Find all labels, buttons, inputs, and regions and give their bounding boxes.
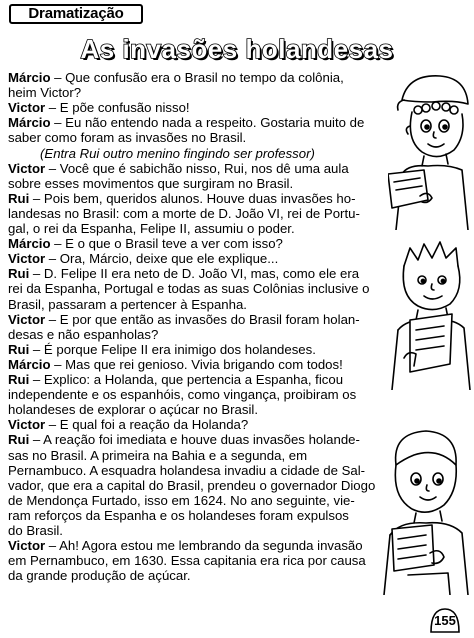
dialogue-line	[8, 176, 293, 191]
dialogue-line	[8, 266, 359, 281]
dialogue-line	[8, 206, 360, 221]
dialogue-line	[8, 342, 316, 357]
dialogue-line	[8, 478, 375, 493]
page-number-badge	[429, 605, 461, 633]
page-number: 155	[434, 613, 456, 628]
stage-direction: (Entra Rui outro menino fingindo ser professor)	[40, 145, 315, 161]
dialogue-text: – E por que então as invasões do Brasil foram holan-	[45, 311, 360, 327]
dialogue-text: – Ora, Márcio, deixe que ele explique...	[45, 251, 279, 267]
dialogue-text: – É porque Felipe II era inimigo dos holandeses.	[29, 341, 316, 357]
dialogue-text: – Eu não entendo nada a respeito. Gostaria muito de	[50, 115, 365, 131]
speaker-name: Rui	[8, 341, 30, 357]
dialogue-line	[8, 236, 283, 251]
dialogue-text: do Brasil.	[8, 523, 63, 538]
dialogue-line	[8, 327, 158, 342]
dialogue-text: – E qual foi a reação da Holanda?	[45, 417, 249, 433]
dialogue-line	[8, 523, 63, 538]
dialogue-line	[8, 508, 349, 523]
dialogue-text: Brasil, passaram a pertencer à Espanha.	[8, 296, 247, 312]
dialogue-text: – Pois bem, queridos alunos. Houve duas invasões ho-	[29, 190, 356, 206]
dialogue-text: – Explico: a Holanda, que pertencia a Espanha, ficou	[29, 372, 344, 387]
dialogue-text: holandeses de explorar o açúcar no Brasil.	[8, 402, 258, 418]
dialogue-line	[8, 312, 360, 327]
dialogue-line	[8, 100, 190, 115]
dialogue-text: – E o que o Brasil teve a ver com isso?	[50, 236, 283, 252]
dialogue-line	[8, 130, 246, 145]
dialogue-line	[8, 402, 258, 417]
dialogue-text: vador, que era a capital do Brasil, prendeu o governador Diogo	[8, 477, 376, 493]
dialogue-line	[8, 357, 343, 372]
speaker-name: Victor	[8, 160, 46, 176]
dialogue-text: desas e não espanholas?	[8, 326, 159, 342]
dialogue-line	[8, 553, 366, 568]
section-tag: Dramatização	[9, 4, 143, 24]
dialogue-text: – Que confusão era o Brasil no tempo da colônia,	[50, 70, 344, 85]
dialogue-line	[8, 538, 363, 553]
dialogue-line	[8, 493, 355, 508]
dialogue-line	[8, 115, 364, 130]
dialogue-text: – Ah! Agora estou me lembrando da segunda invasão	[45, 538, 363, 554]
dialogue-line	[8, 161, 349, 176]
dialogue-text: – Você que é sabichão nisso, Rui, nos dê uma aula	[45, 160, 349, 176]
dialogue-line	[8, 432, 360, 447]
speaker-name: Rui	[8, 432, 30, 448]
dialogue-line	[8, 463, 365, 478]
speaker-name: Victor	[8, 100, 46, 116]
boy-with-cap-illustration	[388, 70, 472, 230]
speaker-name: Márcio	[8, 236, 51, 252]
dialogue-line	[8, 448, 307, 463]
speaker-name: Rui	[8, 190, 30, 206]
boy-spiky-hair-illustration	[388, 240, 472, 390]
speaker-name: Victor	[8, 417, 46, 433]
speaker-name: Victor	[8, 538, 46, 554]
page-title: As invasões holandesas	[80, 34, 394, 64]
dialogue-text: sas no Brasil. A primeira na Bahia e a segunda, em	[8, 447, 308, 463]
dialogue-text: rei da Espanha, Portugal e todas as suas Colônias inclusive o	[8, 281, 370, 297]
dialogue-line	[8, 191, 355, 206]
dialogue-text: – Mas que rei genioso. Vivia brigando com todos!	[50, 356, 343, 372]
dialogue-line	[8, 387, 356, 402]
dialogue-text: landesas no Brasil: com a morte de D. João VI, rei de Portu-	[8, 205, 360, 221]
dialogue-line	[8, 221, 295, 236]
speaker-name: Rui	[8, 266, 30, 282]
dialogue-text: ram reforços da Espanha e os holandeses foram expulsos	[8, 507, 349, 523]
dialogue-text: heim Victor?	[8, 85, 82, 101]
dialogue-line	[8, 281, 369, 296]
dialogue-line	[8, 372, 343, 387]
dialogue-text: – D. Felipe II era neto de D. João VI, mas, como ele era	[29, 266, 360, 282]
dialogue-line	[8, 568, 191, 583]
dialogue-text: – A reação foi imediata e houve duas invasões holande-	[29, 432, 360, 448]
speaker-name: Victor	[8, 251, 46, 267]
dialogue-text: – E põe confusão nisso!	[45, 100, 190, 116]
speaker-name: Márcio	[8, 115, 51, 131]
speaker-name: Márcio	[8, 356, 51, 372]
boy-parted-hair-illustration	[378, 425, 470, 595]
dialogue-line	[8, 85, 81, 100]
dialogue-text: da grande produção de açúcar.	[8, 568, 191, 584]
dialogue-text: em Pernambuco, em 1630. Essa capitania era rica por causa	[8, 553, 366, 569]
speaker-name: Victor	[8, 311, 46, 327]
speaker-name: Rui	[8, 372, 30, 387]
dialogue-line	[8, 417, 248, 432]
dialogue-text: Pernambuco. A esquadra holandesa invadiu a cidade de Sal-	[8, 462, 366, 478]
dialogue-line	[8, 251, 278, 266]
dialogue-text: saber como foram as invasões no Brasil.	[8, 130, 247, 146]
dialogue-line	[40, 146, 315, 161]
dialogue-text: sobre esses movimentos que surgiram no Brasil.	[8, 175, 294, 191]
dialogue-text: de Mendonça Furtado, isso em 1624. No ano seguinte, vie-	[8, 492, 355, 508]
dialogue-text: independente e os espanhóis, como vingança, proibiram os	[8, 387, 357, 403]
speaker-name: Márcio	[8, 70, 51, 85]
dialogue-line	[8, 297, 247, 312]
dialogue-text: gal, o rei da Espanha, Felipe II, assumiu o poder.	[8, 221, 295, 236]
dialogue-line	[8, 70, 344, 85]
